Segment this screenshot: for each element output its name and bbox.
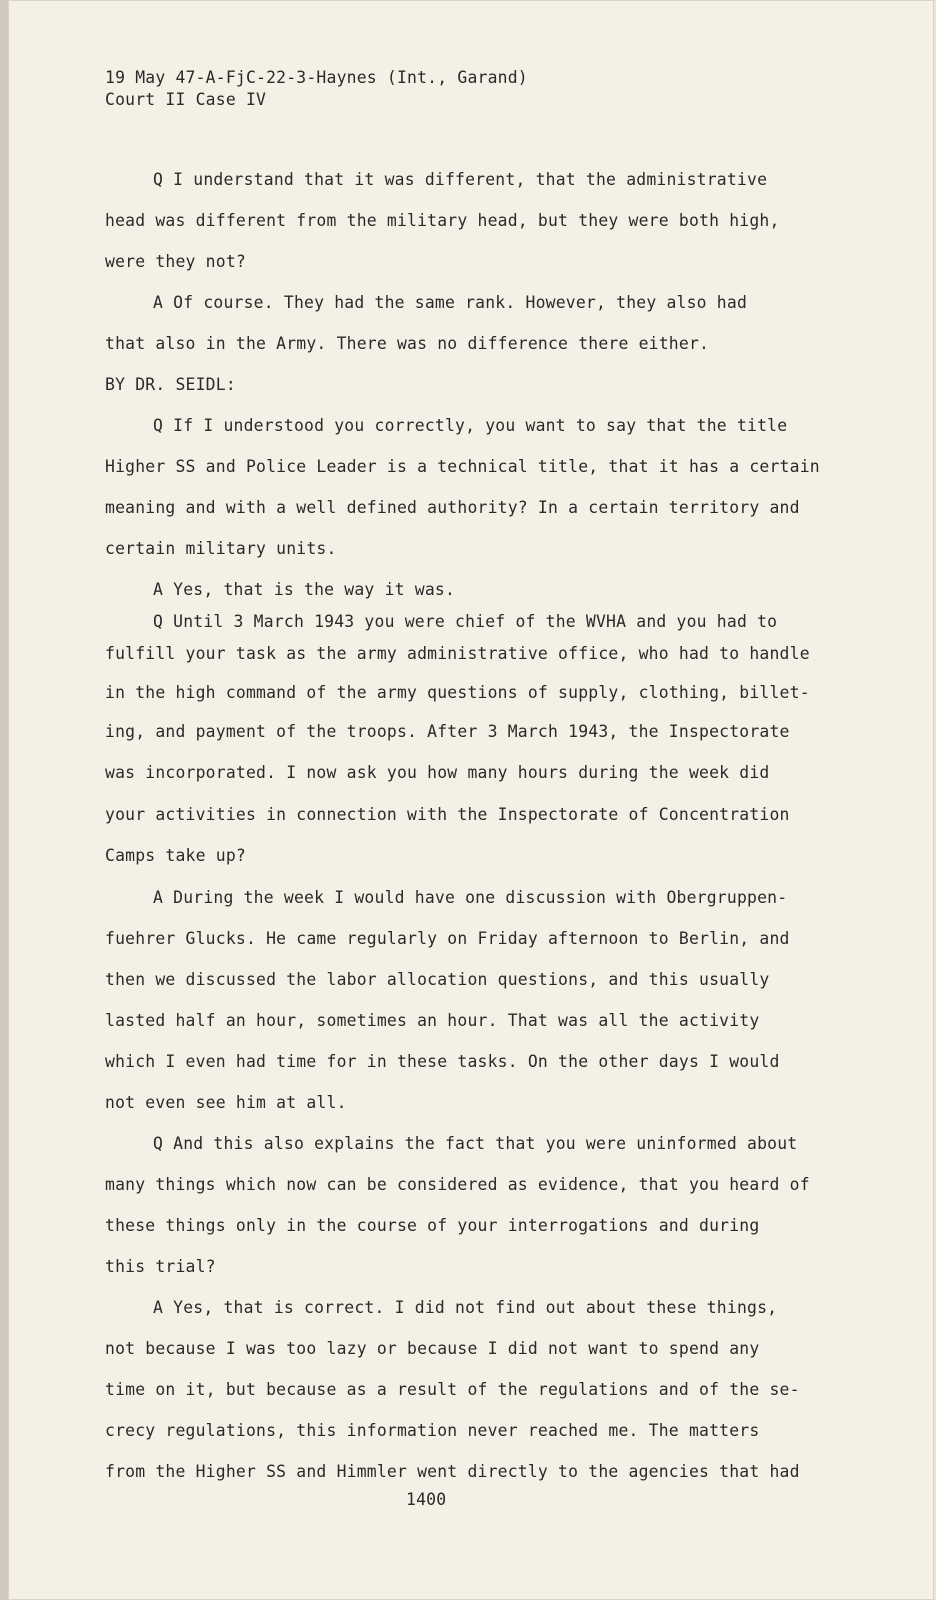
text-line: ing, and payment of the troops. After 3 March 1943, the Inspectorate [105, 722, 790, 741]
text-line: A Yes, that is correct. I did not find out about these things, [153, 1298, 778, 1317]
text-line: Higher SS and Police Leader is a technical title, that it has a certain [105, 457, 820, 476]
text-line: many things which now can be considered as evidence, that you heard of [105, 1175, 810, 1194]
text-line: in the high command of the army questions of supply, clothing, billet- [105, 683, 810, 702]
text-line: meaning and with a well defined authority? In a certain territory and [105, 498, 800, 517]
text-line: your activities in connection with the Inspectorate of Concentration [105, 805, 790, 824]
text-line: fulfill your task as the army administrative office, who had to handle [105, 644, 810, 663]
document-page [8, 0, 934, 1600]
text-line: not even see him at all. [105, 1093, 347, 1112]
page-edge [0, 0, 8, 1600]
text-line: fuehrer Glucks. He came regularly on Friday afternoon to Berlin, and [105, 929, 790, 948]
text-line: Q Until 3 March 1943 you were chief of the WVHA and you had to [153, 612, 778, 631]
text-line: A Yes, that is the way it was. [153, 580, 456, 599]
text-line: head was different from the military head, but they were both high, [105, 211, 780, 230]
text-line: this trial? [105, 1257, 216, 1276]
text-line: then we discussed the labor allocation questions, and this usually [105, 970, 770, 989]
text-line: these things only in the course of your interrogations and during [105, 1216, 760, 1235]
text-line: crecy regulations, this information never reached me. The matters [105, 1421, 760, 1440]
text-line: Q And this also explains the fact that you were uninformed about [153, 1134, 798, 1153]
text-line: A Of course. They had the same rank. However, they also had [153, 293, 748, 312]
text-line: from the Higher SS and Himmler went directly to the agencies that had [105, 1462, 800, 1481]
text-line: Q If I understood you correctly, you want to say that the title [153, 416, 788, 435]
header-court-case: Court II Case IV [105, 90, 267, 109]
text-line: A During the week I would have one discussion with Obergruppen- [153, 888, 788, 907]
text-line: were they not? [105, 252, 246, 271]
text-line: which I even had time for in these tasks. On the other days I would [105, 1052, 780, 1071]
text-line: lasted half an hour, sometimes an hour. That was all the activity [105, 1011, 760, 1030]
text-line: was incorporated. I now ask you how many hours during the week did [105, 763, 770, 782]
page-number: 1400 [406, 1490, 447, 1509]
header-reference: 19 May 47-A-FjC-22-3-Haynes (Int., Garand) [105, 68, 528, 87]
text-line: certain military units. [105, 539, 337, 558]
text-line: not because I was too lazy or because I did not want to spend any [105, 1339, 760, 1358]
text-line: time on it, but because as a result of the regulations and of the se- [105, 1380, 800, 1399]
text-line: Q I understand that it was different, that the administrative [153, 170, 768, 189]
text-line: Camps take up? [105, 846, 246, 865]
examiner-heading: BY DR. SEIDL: [105, 375, 236, 394]
text-line: that also in the Army. There was no difference there either. [105, 334, 710, 353]
